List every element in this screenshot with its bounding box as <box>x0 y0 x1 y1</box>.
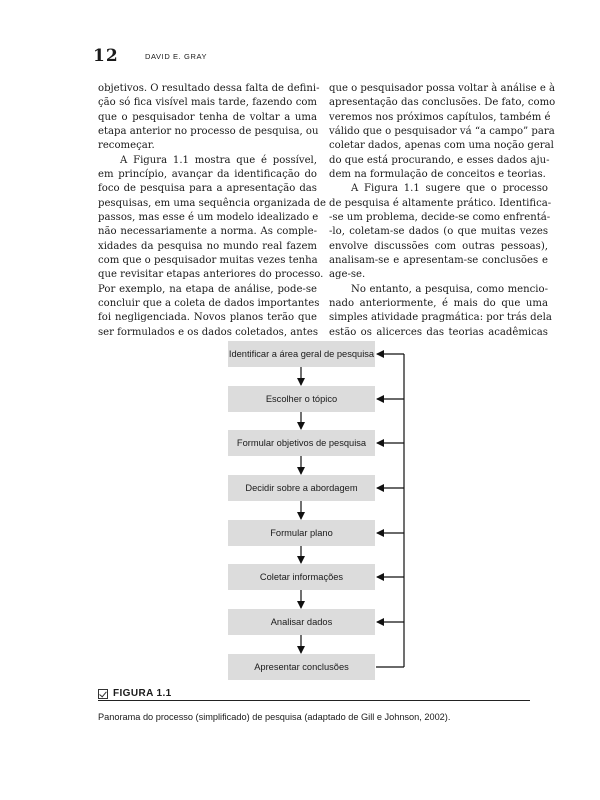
figure-label-text: FIGURA 1.1 <box>113 688 172 699</box>
process-step-7: Analisar dados <box>228 609 375 635</box>
text-line: concluir que a coleta de dados importantes <box>98 297 320 309</box>
checkbox-icon <box>98 689 108 699</box>
text-line: Por exemplo, na etapa de análise, pode-se <box>98 283 317 295</box>
process-step-1: Identificar a área geral de pesquisa <box>228 341 375 367</box>
figure-label <box>98 688 172 699</box>
text-line: passos, mas esse é um modelo idealizado e <box>98 211 319 223</box>
text-line: que o pesquisador tenha de voltar a uma <box>98 111 317 123</box>
figure-caption: Panorama do processo (simplificado) de pesquisa (adaptado de Gill e Johnson, 2002). <box>98 712 451 722</box>
text-line: objetivos. O resultado dessa falta de defini- <box>98 83 320 94</box>
text-line: -lo, coletam-se dados (o que muitas vezes <box>329 226 548 238</box>
text-line: válido que o pesquisador vá “a campo” para <box>329 125 555 137</box>
text-line: analisam-se e apresentam-se conclusões e <box>329 254 548 266</box>
text-line: foi negligenciada. Novos planos terão que <box>98 312 317 324</box>
text-line: não necessariamente a norma. As comple- <box>98 226 317 238</box>
text-line: ção só fica visível mais tarde, fazendo com <box>98 97 317 109</box>
text-line: de pesquisa é altamente prático. Identifica- <box>329 197 552 209</box>
text-line: que revisitar etapas anteriores do processo. <box>98 269 324 281</box>
text-line: simples atividade pragmática: por trás dela <box>329 312 552 324</box>
text-line: com que o pesquisador muitas vezes tenha <box>98 254 318 266</box>
text-line: estão os alicerces das teorias acadêmicas <box>329 326 548 338</box>
process-step-3: Formular objetivos de pesquisa <box>228 430 375 456</box>
text-line: veremos nos próximos capítulos, também é <box>329 111 551 123</box>
text-line: age-se. <box>329 269 366 281</box>
process-step-6: Coletar informações <box>228 564 375 590</box>
text-line: foco de pesquisa para a apresentação das <box>98 183 317 195</box>
process-step-8: Apresentar conclusões <box>228 654 375 680</box>
process-step-4: Decidir sobre a abordagem <box>228 475 375 501</box>
text-line: envolve discussões com outras pessoas), <box>329 240 548 252</box>
running-head: DAVID E. GRAY <box>145 52 208 61</box>
text-line: recomeçar. <box>98 140 155 152</box>
text-line: xidades da pesquisa no mundo real fazem <box>98 240 317 252</box>
process-step-2: Escolher o tópico <box>228 386 375 412</box>
text-line: A Figura 1.1 mostra que é possível, <box>120 154 317 166</box>
text-line: em princípio, avançar da identificação do <box>98 168 317 180</box>
page-number: 12 <box>93 46 119 66</box>
text-line: dem na formulação de conceitos e teorias. <box>329 168 546 180</box>
text-line: coletar dados, apenas com uma noção geral <box>329 140 554 152</box>
text-line: ser formulados e os dados coletados, antes <box>98 326 318 338</box>
text-line: apresentação das conclusões. De fato, como <box>329 97 556 109</box>
text-line: nado anteriormente, é mais do que uma <box>329 297 548 309</box>
text-line: pesquisas, em uma sequência organizada de <box>98 197 326 209</box>
process-step-5: Formular plano <box>228 520 375 546</box>
text-line: do que está procurando, e esses dados aju- <box>329 154 550 166</box>
text-line: A Figura 1.1 sugere que o processo <box>351 183 548 195</box>
text-line: No entanto, a pesquisa, como mencio- <box>351 283 548 295</box>
text-line: que o pesquisador possa voltar à análise e à <box>329 83 556 94</box>
text-line: -se um problema, decide-se como enfrentá- <box>329 211 551 223</box>
figure-rule <box>98 700 530 701</box>
text-line: etapa anterior no processo de pesquisa, ou <box>98 125 319 137</box>
